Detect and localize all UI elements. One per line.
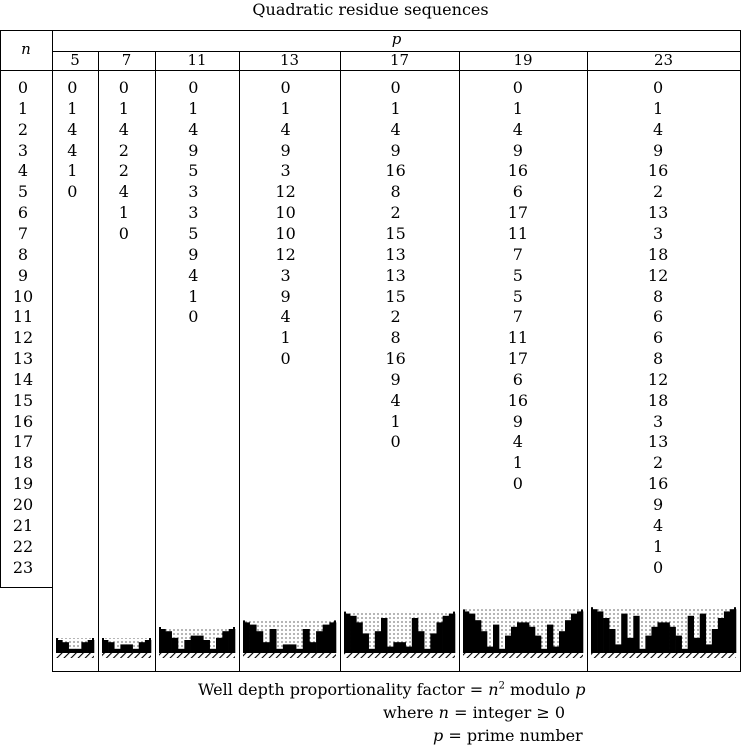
footer-line-1 bbox=[198, 680, 586, 699]
residue-cell: 16 bbox=[385, 161, 406, 181]
residue-cell: 4 bbox=[118, 119, 129, 139]
well-bar bbox=[139, 642, 145, 653]
n-value: 8 bbox=[17, 244, 29, 264]
well-bar bbox=[210, 649, 217, 653]
well-bar bbox=[191, 636, 198, 653]
well-bar bbox=[615, 644, 621, 653]
well-bar bbox=[250, 625, 257, 653]
well-base-hatch bbox=[591, 653, 736, 658]
footer-line2-rest: = integer ≥ 0 bbox=[448, 703, 565, 722]
residue-cell: 3 bbox=[188, 182, 199, 202]
residue-cell: 16 bbox=[507, 161, 529, 181]
n-value: 12 bbox=[12, 328, 34, 348]
n-value: 20 bbox=[12, 495, 34, 514]
residue-cell: 6 bbox=[653, 328, 664, 348]
well-bar bbox=[178, 649, 185, 653]
residue-cell: 6 bbox=[653, 307, 664, 327]
prime-header-17: 17 bbox=[389, 51, 410, 69]
well-bar bbox=[651, 627, 657, 653]
residue-cell: 7 bbox=[512, 244, 523, 264]
n-value: 15 bbox=[12, 390, 34, 410]
footer-line1-prefix: Well depth proportionality factor = bbox=[198, 680, 489, 699]
well-diagram-p19 bbox=[463, 609, 583, 658]
well-bar bbox=[505, 636, 511, 653]
well-bar bbox=[363, 633, 369, 653]
residue-cell: 11 bbox=[507, 223, 529, 243]
footer-line2-prefix: where bbox=[383, 703, 439, 722]
well-bar bbox=[553, 647, 559, 653]
n-value: 22 bbox=[12, 536, 34, 556]
residue-cell: 4 bbox=[67, 119, 78, 139]
residue-cell: 5 bbox=[512, 265, 523, 285]
well-bar bbox=[511, 627, 517, 653]
residue-cell: 6 bbox=[512, 182, 523, 202]
well-bar bbox=[127, 644, 133, 653]
residue-cell: 1 bbox=[188, 286, 199, 306]
residue-cell: 1 bbox=[512, 453, 523, 473]
residue-cell: 17 bbox=[507, 349, 529, 369]
residue-cell: 9 bbox=[653, 140, 664, 160]
residue-cell: 3 bbox=[653, 411, 664, 431]
well-bar bbox=[724, 611, 730, 653]
well-base-hatch bbox=[159, 653, 235, 658]
residue-cell: 0 bbox=[67, 182, 78, 202]
well-bar bbox=[424, 649, 430, 653]
well-bar bbox=[559, 631, 565, 653]
residue-cell: 3 bbox=[188, 203, 199, 223]
residue-cell: 15 bbox=[385, 286, 406, 306]
residue-cell: 0 bbox=[653, 557, 664, 577]
well-bar bbox=[393, 642, 399, 653]
prime-header-5: 5 bbox=[70, 51, 80, 69]
residue-cell: 3 bbox=[653, 223, 664, 243]
well-wall bbox=[334, 620, 336, 653]
residue-cell: 9 bbox=[512, 140, 523, 160]
well-bar bbox=[381, 618, 387, 653]
residue-cell: 13 bbox=[385, 244, 406, 264]
well-wall bbox=[344, 612, 346, 653]
residue-cell: 16 bbox=[385, 349, 406, 369]
well-bar bbox=[81, 642, 88, 653]
residue-cell: 1 bbox=[280, 328, 291, 348]
residue-cell: 12 bbox=[275, 244, 296, 264]
residue-cell: 4 bbox=[512, 119, 523, 139]
residue-cell: 3 bbox=[280, 265, 291, 285]
well-bar bbox=[400, 642, 406, 653]
well-bar bbox=[541, 649, 547, 653]
well-bar bbox=[547, 625, 553, 653]
residue-cell: 4 bbox=[118, 182, 129, 202]
well-bar bbox=[222, 631, 229, 653]
well-bar bbox=[517, 622, 523, 653]
residue-cell: 8 bbox=[390, 182, 401, 202]
residue-cell: 0 bbox=[512, 78, 523, 97]
residue-cell: 1 bbox=[390, 411, 401, 431]
well-bar bbox=[375, 631, 381, 653]
n-value: 19 bbox=[12, 474, 34, 494]
residue-cell: 1 bbox=[118, 98, 129, 118]
well-bar bbox=[172, 638, 179, 653]
well-bar bbox=[627, 638, 633, 653]
n-value: 0 bbox=[17, 78, 29, 97]
residue-cell: 3 bbox=[280, 161, 291, 181]
well-bar bbox=[309, 642, 316, 653]
well-bar bbox=[283, 644, 290, 653]
well-bar bbox=[571, 614, 577, 653]
residue-cell: 11 bbox=[507, 328, 529, 348]
n-value: 3 bbox=[17, 140, 29, 160]
residue-cell: 9 bbox=[512, 411, 523, 431]
residue-cell: 12 bbox=[647, 265, 669, 285]
well-bar bbox=[694, 638, 700, 653]
residue-cell: 4 bbox=[280, 307, 291, 327]
residue-cell: 13 bbox=[647, 432, 669, 452]
prime-header-7: 7 bbox=[121, 51, 132, 69]
n-value: 10 bbox=[12, 286, 34, 306]
well-wall bbox=[233, 627, 235, 653]
residue-cell: 0 bbox=[390, 78, 401, 97]
residue-cell: 18 bbox=[647, 244, 669, 264]
well-bar bbox=[369, 649, 375, 653]
n-value: 17 bbox=[12, 432, 34, 452]
residue-cell: 0 bbox=[653, 78, 664, 97]
residue-cell: 2 bbox=[118, 140, 129, 160]
n-value: 5 bbox=[17, 182, 29, 202]
well-bar bbox=[712, 629, 718, 653]
well-bar bbox=[120, 644, 126, 653]
p-group-header: p bbox=[391, 30, 402, 48]
well-base-hatch bbox=[102, 653, 151, 658]
residue-cell: 2 bbox=[653, 182, 664, 202]
well-bar bbox=[387, 647, 393, 653]
well-bar bbox=[469, 614, 475, 653]
residue-cell: 10 bbox=[275, 203, 296, 223]
residue-cell: 5 bbox=[512, 286, 523, 306]
well-bar bbox=[412, 618, 418, 653]
footer-line3-p: p bbox=[433, 726, 444, 745]
well-bar bbox=[69, 649, 76, 653]
footer-line3-rest: = prime number bbox=[443, 726, 583, 745]
well-bar bbox=[184, 640, 191, 653]
well-bar bbox=[475, 620, 481, 653]
well-bar bbox=[682, 649, 688, 653]
well-bar bbox=[165, 631, 172, 653]
well-bar bbox=[493, 625, 499, 653]
well-wall bbox=[149, 638, 151, 653]
residue-cell: 5 bbox=[188, 161, 199, 181]
footer-line-3 bbox=[433, 726, 583, 745]
well-diagram-p5 bbox=[56, 638, 94, 658]
well-bar bbox=[418, 631, 424, 653]
well-bar bbox=[676, 636, 682, 653]
well-bar bbox=[481, 631, 487, 653]
residue-cell: 2 bbox=[653, 453, 664, 473]
residue-cell: 8 bbox=[653, 286, 664, 306]
well-diagram-p13 bbox=[243, 620, 336, 658]
well-bar bbox=[430, 633, 436, 653]
well-bar bbox=[639, 649, 645, 653]
residue-cell: 1 bbox=[653, 98, 664, 118]
footer-line-2 bbox=[383, 703, 565, 722]
residue-cell: 4 bbox=[653, 119, 664, 139]
well-wall bbox=[92, 638, 94, 653]
table-title: Quadratic residue sequences bbox=[252, 0, 489, 19]
well-bar bbox=[670, 627, 676, 653]
well-bar bbox=[75, 649, 82, 653]
well-bar bbox=[133, 649, 139, 653]
footer-line1-mod: modulo bbox=[504, 680, 576, 699]
well-bar bbox=[523, 622, 529, 653]
residue-cell: 16 bbox=[647, 161, 669, 181]
well-wall bbox=[243, 620, 245, 653]
n-value: 14 bbox=[12, 369, 34, 389]
residue-cell: 8 bbox=[390, 328, 401, 348]
well-bar bbox=[706, 644, 712, 653]
well-base-hatch bbox=[56, 653, 94, 658]
residue-cell: 2 bbox=[390, 203, 401, 223]
well-bar bbox=[108, 642, 114, 653]
well-wall bbox=[734, 607, 736, 653]
well-diagram-p11 bbox=[159, 627, 235, 658]
residue-cell: 0 bbox=[390, 432, 401, 452]
residue-cell: 1 bbox=[118, 203, 129, 223]
well-diagram-p17 bbox=[344, 612, 455, 658]
well-bar bbox=[263, 642, 270, 653]
well-bar bbox=[316, 631, 323, 653]
residue-cell: 12 bbox=[275, 182, 296, 202]
residue-cell: 0 bbox=[280, 349, 291, 369]
well-wall bbox=[463, 609, 465, 653]
well-bar bbox=[114, 649, 120, 653]
residue-cell: 15 bbox=[385, 223, 406, 243]
n-value: 1 bbox=[17, 98, 29, 118]
residue-cell: 4 bbox=[280, 119, 291, 139]
residue-cell: 5 bbox=[188, 223, 199, 243]
residue-cell: 0 bbox=[280, 78, 291, 97]
well-bar bbox=[664, 622, 670, 653]
well-bar bbox=[256, 631, 263, 653]
well-bar bbox=[350, 616, 356, 653]
well-base-hatch bbox=[243, 653, 336, 658]
well-bar bbox=[565, 620, 571, 653]
n-value: 7 bbox=[17, 223, 29, 243]
prime-header-19: 19 bbox=[513, 51, 533, 69]
well-bar bbox=[597, 611, 603, 653]
residue-cell: 13 bbox=[647, 203, 669, 223]
well-base-hatch bbox=[344, 653, 455, 658]
well-bar bbox=[290, 644, 297, 653]
residue-cell: 6 bbox=[512, 369, 523, 389]
residue-cell: 4 bbox=[390, 390, 401, 410]
footer-line1-exp: 2 bbox=[498, 680, 505, 692]
n-value: 6 bbox=[17, 203, 29, 223]
n-column-header: n bbox=[21, 40, 31, 58]
footer-line2-n: n bbox=[438, 703, 449, 722]
well-wall bbox=[453, 612, 455, 653]
prime-header-23: 23 bbox=[653, 51, 674, 69]
residue-cell: 9 bbox=[188, 140, 199, 160]
well-wall bbox=[56, 638, 58, 653]
residue-cell: 4 bbox=[390, 119, 401, 139]
well-bar bbox=[603, 618, 609, 653]
well-bar bbox=[216, 638, 223, 653]
well-bar bbox=[609, 629, 615, 653]
well-bar bbox=[437, 622, 443, 653]
well-bar bbox=[303, 629, 310, 653]
well-wall bbox=[159, 627, 161, 653]
residue-cell: 1 bbox=[67, 98, 78, 118]
residue-cell: 0 bbox=[118, 78, 129, 97]
well-bar bbox=[270, 629, 277, 653]
n-value: 11 bbox=[12, 307, 34, 327]
residue-cell: 9 bbox=[280, 140, 291, 160]
residue-cell: 4 bbox=[67, 140, 78, 160]
residue-cell: 9 bbox=[390, 369, 401, 389]
prime-header-11: 11 bbox=[187, 51, 207, 69]
residue-cell: 4 bbox=[188, 265, 199, 285]
residue-cell: 9 bbox=[188, 244, 199, 264]
well-bar bbox=[356, 622, 362, 653]
prime-header-13: 13 bbox=[279, 51, 300, 69]
residue-cell: 2 bbox=[390, 307, 401, 327]
well-diagram-p23 bbox=[591, 607, 736, 658]
n-value: 16 bbox=[12, 411, 34, 431]
residue-cell: 0 bbox=[118, 223, 129, 243]
residue-cell: 0 bbox=[188, 307, 199, 327]
residue-cell: 13 bbox=[385, 265, 406, 285]
well-bar bbox=[406, 647, 412, 653]
n-value: 21 bbox=[12, 515, 34, 535]
residue-cell: 0 bbox=[67, 78, 78, 97]
well-bar bbox=[487, 647, 493, 653]
residue-cell: 9 bbox=[280, 286, 291, 306]
well-bar bbox=[657, 622, 663, 653]
residue-cell: 4 bbox=[188, 119, 199, 139]
n-value: 23 bbox=[12, 557, 34, 577]
residue-cell: 1 bbox=[390, 98, 401, 118]
well-bar bbox=[203, 640, 210, 653]
well-bar bbox=[62, 642, 69, 653]
well-bar bbox=[529, 627, 535, 653]
n-value: 9 bbox=[17, 265, 29, 285]
residue-cell: 1 bbox=[67, 161, 78, 181]
residue-cell: 1 bbox=[512, 98, 523, 118]
residue-cell: 1 bbox=[188, 98, 199, 118]
well-bar bbox=[535, 636, 541, 653]
residue-cell: 0 bbox=[512, 474, 523, 494]
residue-cell: 4 bbox=[653, 515, 664, 535]
well-bar bbox=[688, 616, 694, 653]
n-value: 18 bbox=[12, 453, 34, 473]
well-wall bbox=[581, 609, 583, 653]
residue-cell: 1 bbox=[653, 536, 664, 556]
residue-cell: 18 bbox=[647, 390, 669, 410]
residue-cell: 9 bbox=[653, 495, 664, 514]
residue-cell: 9 bbox=[390, 140, 401, 160]
well-bar bbox=[197, 636, 204, 653]
n-value: 4 bbox=[17, 161, 29, 181]
well-bar bbox=[499, 649, 505, 653]
footer-line1-p: p bbox=[575, 680, 586, 699]
n-value: 13 bbox=[12, 349, 34, 369]
residue-cell: 2 bbox=[118, 161, 129, 181]
n-value: 2 bbox=[17, 119, 29, 139]
well-bar bbox=[700, 614, 706, 653]
well-bar bbox=[718, 618, 724, 653]
well-bar bbox=[276, 649, 283, 653]
footer-line1-n: n bbox=[488, 680, 499, 699]
residue-cell: 10 bbox=[275, 223, 296, 243]
well-bar bbox=[621, 614, 627, 653]
residue-cell: 0 bbox=[188, 78, 199, 97]
residue-cell: 16 bbox=[507, 390, 529, 410]
residue-cell: 1 bbox=[280, 98, 291, 118]
residue-cell: 12 bbox=[647, 369, 669, 389]
residue-cell: 16 bbox=[647, 474, 669, 494]
well-diagram-p7 bbox=[102, 638, 151, 658]
well-bar bbox=[296, 649, 303, 653]
well-wall bbox=[591, 607, 593, 653]
well-bar bbox=[645, 636, 651, 653]
well-wall bbox=[102, 638, 104, 653]
well-bar bbox=[443, 616, 449, 653]
well-bar bbox=[633, 616, 639, 653]
residue-cell: 7 bbox=[512, 307, 523, 327]
residue-cell: 4 bbox=[512, 432, 523, 452]
well-bar bbox=[323, 625, 330, 653]
residue-cell: 17 bbox=[507, 203, 529, 223]
residue-cell: 8 bbox=[653, 349, 664, 369]
well-base-hatch bbox=[463, 653, 583, 658]
